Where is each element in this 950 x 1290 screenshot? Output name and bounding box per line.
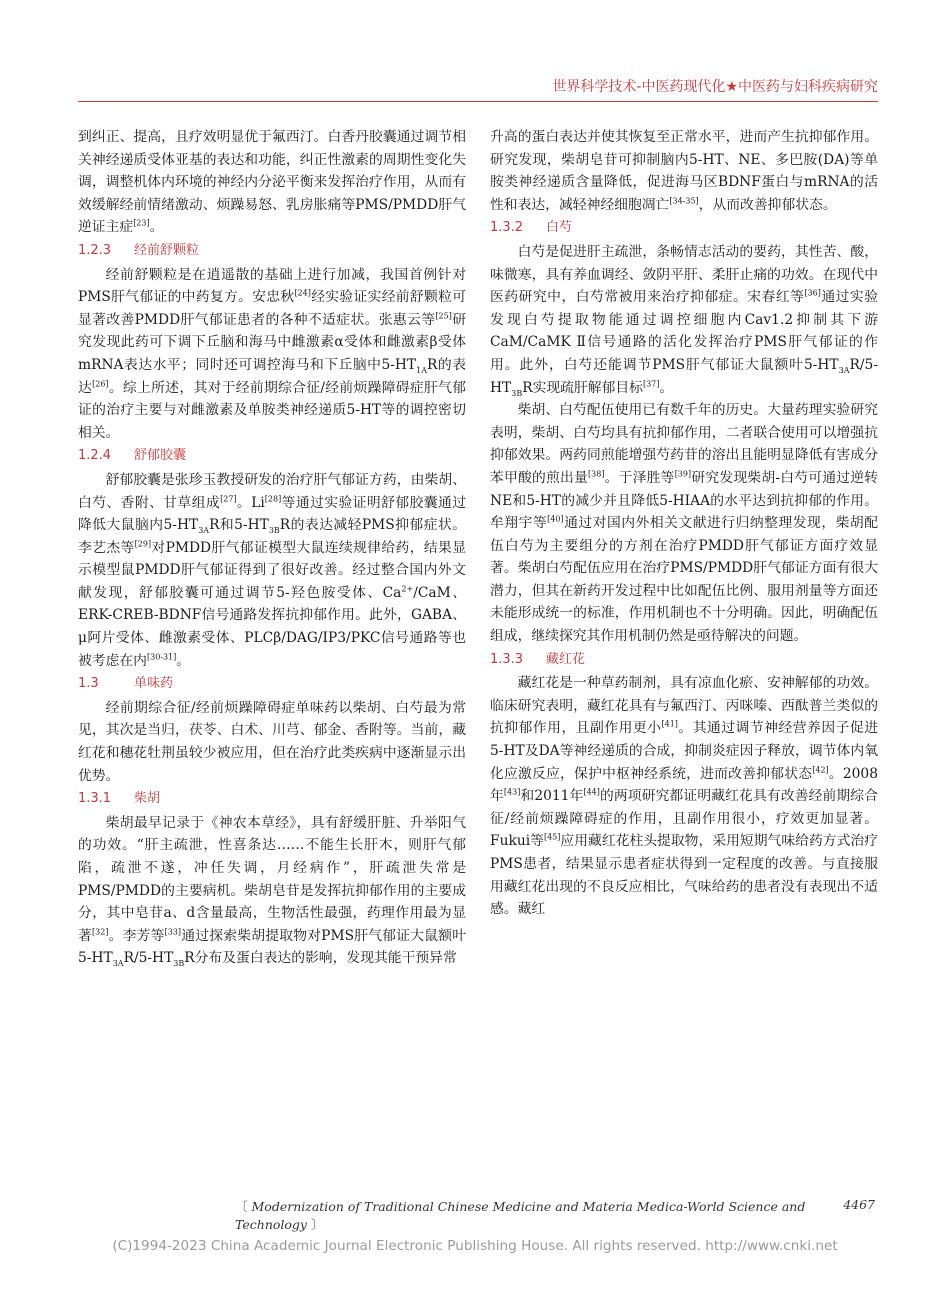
citation: [36] <box>804 288 821 298</box>
journal-header: 世界科学技术-中医药现代化★中医药与妇科疾病研究 <box>552 79 878 95</box>
citation: [41] <box>661 719 678 729</box>
citation: [40] <box>547 514 564 524</box>
citation: [27] <box>220 493 237 503</box>
citation: [37] <box>642 378 660 388</box>
section-heading-1-3: 1.3 单味药 <box>78 676 174 692</box>
left-column <box>78 126 466 970</box>
citation: [42] <box>812 765 829 775</box>
citation: [24] <box>294 288 311 298</box>
citation: [28] <box>264 493 282 503</box>
paragraph: 白芍是促进肝主疏泄，条畅情志活动的要药，其性苦、酸，味微寒，具有养血调经、敛阴平肝、柔肝止痛的功效。在现代中医药研究中，白芍常被用来治疗抑郁症。宋春红等[36]通过实验发现白芍提取物能通过调控细胞内Cav1.2抑制其下游CaM/CaMK Ⅱ信号通路的活化发挥治疗PMS肝气郁证的作用。此外，白芍还能调节PMS肝气郁证大鼠额叶$5-HT_{3A}R/5-HT_{3B}R$实现疏肝解郁目标[37]。 <box>490 243 879 398</box>
citation: [44] <box>583 787 600 797</box>
citation: [30-31] <box>146 652 177 662</box>
section-heading-1-2-4: 1.2.4 舒郁胶囊 <box>78 448 187 464</box>
paragraph: 到纠正、提高，且疗效明显优于氟西汀。白香丹胶囊通过调节相关神经递质受体亚基的表达和功能，纠正性激素的周期性变化失调，调整机体内环境的神经内分泌平衡来发挥治疗作用，从而有效缓解经前情绪激动、烦躁易怒、乳房胀痛等PMS/PMDD肝气逆证主症[23]。 <box>78 129 466 236</box>
citation: [29] <box>134 539 152 549</box>
paragraph: 柴胡、白芍配伍使用已有数千年的历史。大量药理实验研究表明，柴胡、白芍均具有抗抑郁作用，二者联合使用可以增强抗抑郁效果。两药同煎能增强芍药苷的溶出且能明显降低有害成分苯甲酸的煎出量[38]。于泽胜等[39]研究发现柴胡-白芍可通过逆转NE和5-HT的减少并且降低5-HIAA的水平达到抗抑郁的作用。牟翔宇等[40]通过对国内外相关文献进行归纳整理发现，柴胡配伍白芍为主要组分的方剂在治疗PMDD肝气郁证方面疗效显著。柴胡白芍配伍应用在治疗PMS/PMDD肝气郁证方面有很大潜力，但其在新药开发过程中比如配伍比例、服用剂量等方面还未能形成统一的标准，作用机制也不十分明确。因此，明确配伍组成，继续探究其作用机制仍然是亟待解决的问题。 <box>490 402 879 645</box>
paragraph: 经前期综合征/经前烦躁障碍症单味药以柴胡、白芍最为常见，其次是当归，茯苓、白术、川芎、郁金、香附等。当前，藏红花和穗花牡荆虽较少被应用，但在治疗此类疾病中逐渐显示出优势。 <box>78 699 466 784</box>
citation: [25] <box>435 311 452 321</box>
citation: [45] <box>543 832 561 842</box>
paragraph: 升高的蛋白表达并使其恢复至正常水平，进而产生抗抑郁作用。研究发现，柴胡皂苷可抑制脑内5-HT、NE、多巴胺(DA)等单胺类神经递质含量降低，促进海马区BDNF蛋白与mRNA的活性和表达，减轻神经细胞凋亡[34-35]，从而改善抑郁状态。 <box>490 129 878 213</box>
citation: [26] <box>92 378 109 388</box>
section-heading-1-3-2: 1.3.2 白芍 <box>490 220 573 236</box>
citation: [39] <box>674 469 692 479</box>
journal-name-en: Modernization of Traditional Chinese Medicine and Materia Medica-World Science and Technology <box>235 1199 806 1232</box>
journal-footer: 〔 Modernization of Traditional Chinese Medicine and Materia Medica-World Science and Technology 〕 4467 <box>235 1197 875 1232</box>
section-heading-1-3-1: 1.3.1 柴胡 <box>78 791 161 807</box>
citation: [23] <box>133 218 150 228</box>
page-number: 4467 <box>843 1197 875 1212</box>
citation: [34-35] <box>669 196 699 206</box>
paragraph: 柴胡最早记录于《神农本草经》，具有舒缓肝脏、升举阳气的功效。“肝主疏泄，性喜条达……不能生长肝木，则肝气郁陷，疏泄不遂，冲任失调，月经病作”，肝疏泄失常是PMS/PMDD的主要病机。柴胡皂苷是发挥抗抑郁作用的主要成分，其中皂苷a、d含量最高，生物活性最强，药理作用最为显著[32]。李芳等[33]通过探索柴胡提取物对PMS肝气郁证大鼠额叶$5-HT_{3A}R/5-HT_{3B}R$分布及蛋白表达的影响，发现其能干预异常 <box>78 814 467 969</box>
paragraph: 经前舒颗粒是在逍遥散的基础上进行加减，我国首例针对PMS肝气郁证的中药复方。安忠秋[24]经实验证实经前舒颗粒可显著改善PMDD肝气郁证患者的各种不适症状。张惠云等[25]研究发现此药可下调下丘脑和海马中雌激素α受体和雌激素β受体mRNA表达水平；同时还可调控海马和下丘脑中$5-HT_{1A}R$的表达[26]。综上所述，其对于经前期综合征/经前烦躁障碍症肝气郁证的治疗主要与对雌激素及单胺类神经递质5-HT等的调控密切相关。 <box>78 266 466 441</box>
paragraph: 藏红花是一种草药制剂，具有凉血化瘀、安神解郁的功效。临床研究表明，藏红花具有与氟西汀、丙咪嗪、西酞普兰类似的抗抑郁作用，且副作用更小[41]。其通过调节神经营养因子促进5-HT及DA等神经递质的合成，抑制炎症因子释放，调节体内氧化应激反应，保护中枢神经系统，进而改善抑郁状态[42]。2008年[43]和2011年[44]的两项研究都证明藏红花具有改善经前期综合征/经前烦躁障碍症的作用，且副作用很小，疗效更加显著。Fukui等[45]应用藏红花柱头提取物，采用短期气味给药方式治疗PMS患者，结果显示患者症状得到一定程度的改善。与直接服用藏红花出现的不良反应相比，气味给药的患者没有表现出不适感。藏红 <box>490 675 879 918</box>
citation: [43] <box>503 787 521 797</box>
right-column <box>490 126 878 921</box>
citation: [38] <box>588 469 605 479</box>
section-heading-1-3-3: 1.3.3 藏红花 <box>490 651 586 667</box>
header-divider <box>78 101 878 102</box>
copyright-watermark: (C)1994-2023 China Academic Journal Electronic Publishing House. All rights reserved. http://www.cnki.net <box>112 1238 838 1254</box>
paragraph: 舒郁胶囊是张珍玉教授研发的治疗肝气郁证方药，由柴胡、白芍、香附、甘草组成[27]。Li[28]等通过实验证明舒郁胶囊通过降低大鼠脑内$5-HT_{3A}R$和$5-HT_{3B}R$的表达减轻PMS抑郁症状。李艺杰等[29]对PMDD肝气郁证模型大鼠连续规律给药，结果显示模型鼠PMDD肝气郁证得到了很好改善。经过整合国内外文献发现，舒郁胶囊可通过调节5-羟色胺受体、$Ca^{2+}$/CaM、ERK-CREB-BDNF信号通路发挥抗抑郁作用。此外，GABA、μ阿片受体、雌激素受体、PLCβ/DAG/IP3/PKC信号通路等也被考虑在内[30-31]。 <box>78 471 467 669</box>
citation: [32] <box>92 927 109 937</box>
section-heading-1-2-3: 1.2.3 经前舒颗粒 <box>78 242 200 258</box>
citation: [33] <box>164 927 182 937</box>
